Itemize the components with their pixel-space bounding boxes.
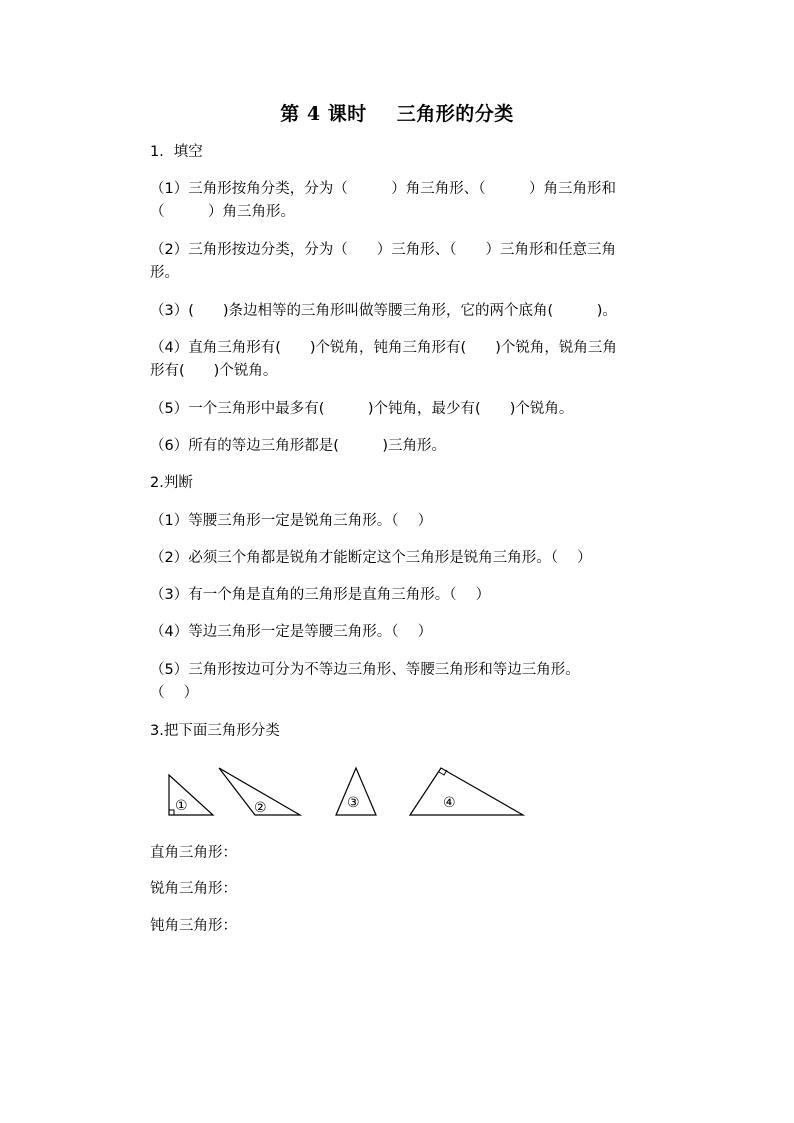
triangle-3 (336, 768, 376, 815)
section1-heading: 1．填空 (150, 144, 203, 160)
fill-q1-line1: （1）三角形按角分类，分为（ ）角三角形、（ ）角三角形和 (150, 181, 616, 197)
section3-heading: 3.把下面三角形分类 (150, 723, 280, 739)
section2-heading: 2.判断 (150, 475, 193, 491)
judge-q5-line1: （5）三角形按边可分为不等边三角形、等腰三角形和等边三角形。 (150, 662, 580, 678)
triangle-label-2: ② (254, 800, 267, 816)
fill-q1-line2: （ ）角三角形。 (150, 204, 295, 220)
triangle-2 (219, 768, 300, 816)
right-triangle-answer-label: 直角三角形： (150, 845, 237, 861)
fill-q3-line1: （3）( )条边相等的三角形叫做等腰三角形，它的两个底角( )。 (150, 303, 617, 319)
judge-q1: （1）等腰三角形一定是锐角三角形。（ ） (150, 513, 433, 529)
lesson-topic: 三角形的分类 (396, 103, 514, 125)
judge-q5-line2: （ ） (150, 685, 199, 701)
judge-q2: （2）必须三个角都是锐角才能断定这个三角形是锐角三角形。（ ） (150, 550, 592, 566)
page-title (0, 99, 794, 126)
triangle-label-1: ① (175, 798, 188, 814)
triangle-label-4: ④ (443, 795, 456, 811)
triangle-4 (410, 768, 523, 815)
acute-triangle-answer-label: 锐角三角形： (150, 881, 237, 897)
triangle-1 (169, 775, 213, 815)
fill-q2-line1: （2）三角形按边分类，分为（ ）三角形、（ ）三角形和任意三角 (150, 242, 616, 258)
triangles-svg (160, 760, 540, 822)
fill-q5-line1: （5）一个三角形中最多有( )个钝角，最少有( )个锐角。 (150, 401, 574, 417)
judge-q4: （4）等边三角形一定是等腰三角形。（ ） (150, 624, 433, 640)
fill-q2-line2: 形。 (150, 265, 179, 281)
fill-q4-line2: 形有( )个锐角。 (150, 363, 278, 379)
fill-q4-line1: （4）直角三角形有( )个锐角，钝角三角形有( )个锐角，锐角三角 (150, 340, 617, 356)
judge-q3: （3）有一个角是直角的三角形是直角三角形。（ ） (150, 587, 491, 603)
fill-q6-line1: （6）所有的等边三角形都是( )三角形。 (150, 438, 447, 454)
triangle-label-3: ③ (347, 795, 360, 811)
obtuse-triangle-answer-label: 钝角三角形： (150, 918, 237, 934)
lesson-number: 第 4 课时 (280, 103, 367, 125)
triangle-figures (160, 760, 540, 822)
